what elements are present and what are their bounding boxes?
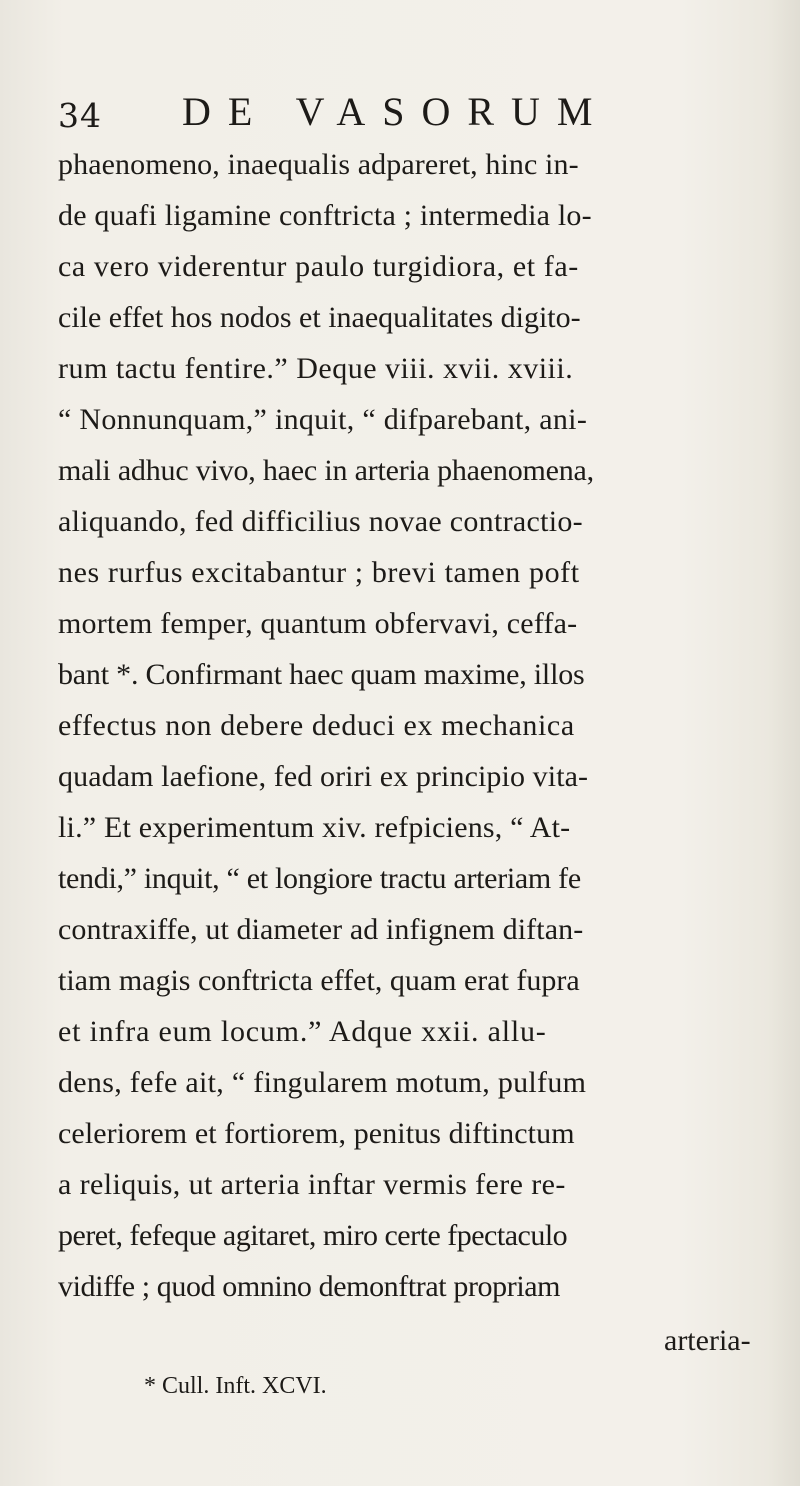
text-line: “ Nonnunquam,” inquit, “ difparebant, ani-: [58, 403, 588, 436]
text-line: a reliquis, ut arteria inftar vermis fere re-: [58, 1168, 566, 1201]
text-line: cile effet hos nodos et inaequalitates digito-: [58, 301, 581, 334]
text-line: ca vero viderentur paulo turgidiora, et fa-: [58, 250, 579, 283]
text-line: peret, fefeque agitaret, miro certe fpectaculo: [58, 1219, 568, 1252]
text-line: bant *. Confirmant haec quam maxime, illos: [58, 658, 585, 691]
text-line: tendi,” inquit, “ et longiore tractu arteriam fe: [58, 862, 581, 895]
text-line: mali adhuc vivo, haec in arteria phaenomena,: [58, 454, 594, 487]
text-line: rum tactu fentire.” Deque viii. xvii. xviii.: [58, 352, 574, 385]
page-number: 34: [58, 96, 102, 135]
text-line: aliquando, fed difficilius novae contractio-: [58, 505, 583, 538]
text-line: nes rurfus excitabantur ; brevi tamen poft: [58, 556, 580, 589]
running-head: DE VASORUM: [182, 89, 610, 134]
text-line: li.” Et experimentum xiv. refpiciens, “ At-: [58, 811, 571, 844]
catchword: arteria-: [664, 1324, 751, 1357]
text-line: phaenomeno, inaequalis adpareret, hinc in-: [58, 148, 579, 181]
text-line: et infra eum locum.” Adque xxii. allu-: [58, 1015, 547, 1048]
text-line: vidiffe ; quod omnino demonftrat propriam: [58, 1270, 561, 1303]
text-line: tiam magis conftricta effet, quam erat fupra: [58, 964, 580, 997]
text-line: effectus non debere deduci ex mechanica: [58, 709, 575, 742]
text-line: mortem femper, quantum obfervavi, ceffa-: [58, 607, 578, 640]
text-line: quadam laefione, fed oriri ex principio vita-: [58, 760, 589, 793]
text-line: dens, fefe ait, “ fingularem motum, pulfum: [58, 1066, 587, 1099]
footnote: * Cull. Inft. XCVI.: [144, 1373, 327, 1399]
text-line: contraxiffe, ut diameter ad infignem diftan-: [58, 913, 584, 946]
text-line: de quafi ligamine conftricta ; intermedia lo-: [58, 199, 592, 232]
text-line: celeriorem et fortiorem, penitus diftinctum: [58, 1117, 575, 1150]
